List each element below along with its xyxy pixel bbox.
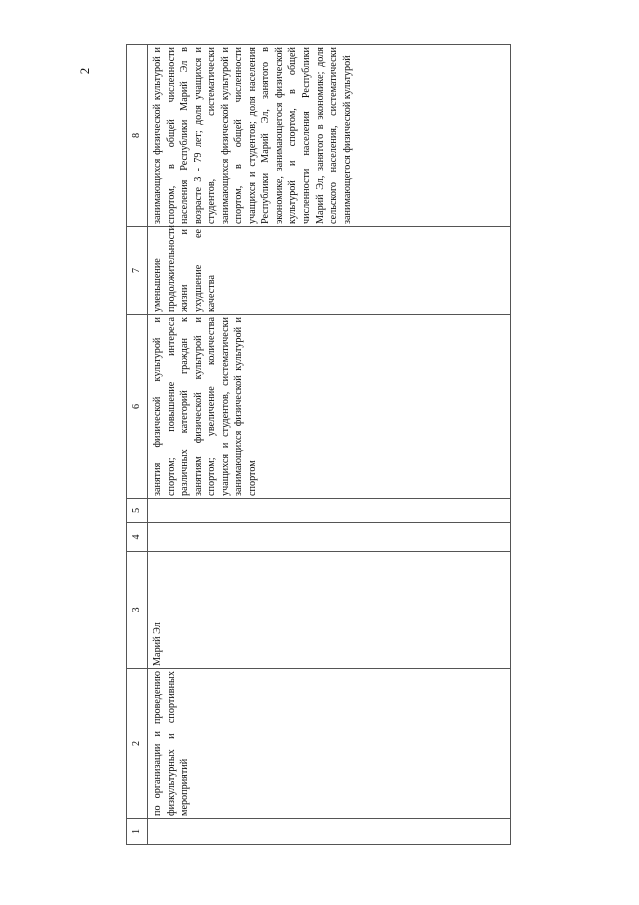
cell-consequences: уменьшение продолжительности жизни и ухудшение ее качества <box>148 227 511 315</box>
cell-start-year <box>148 523 511 552</box>
header-cell-7: 7 <box>127 227 148 315</box>
header-cell-4: 4 <box>127 523 148 552</box>
cell-expected-result: занятия физической культурой и спортом; повышение интереса различных категорий граждан к занятиям физической культурой и спортом; увеличение количества учащихся и студентов, систематически занимающихся физической культурой и спортом <box>148 315 511 499</box>
cell-col1 <box>148 819 511 845</box>
header-cell-1: 1 <box>127 819 148 845</box>
cell-end-year <box>148 499 511 523</box>
cell-executor: Марий Эл <box>148 552 511 669</box>
rotated-table-wrapper <box>126 45 511 845</box>
cell-indicators: занимающихся физической культурой и спортом, в общей численности населения Республики Марий Эл в возрасте 3 - 79 лет; доля учащихся и студентов, систематически занимающихся физической культурой и спортом, в общей численности учащихся и студентов; доля населения Республики Марий Эл, занятого в экономике, занимающегося физической культурой и спортом, в общей численности населения Республики Марий Эл, занятого в экономике; доля сельского населения, систематически занимающегося физической культурой <box>148 45 511 227</box>
header-cell-5: 5 <box>127 499 148 523</box>
header-cell-6: 6 <box>127 315 148 499</box>
header-row <box>127 45 148 845</box>
page-number: 2 <box>77 67 92 75</box>
header-cell-2: 2 <box>127 669 148 819</box>
program-table <box>126 44 511 845</box>
header-cell-3: 3 <box>127 552 148 669</box>
table-row <box>148 45 511 845</box>
header-cell-8: 8 <box>127 45 148 227</box>
cell-measure-name: по организации и проведению физкультурных и спортивных мероприятий <box>148 669 511 819</box>
